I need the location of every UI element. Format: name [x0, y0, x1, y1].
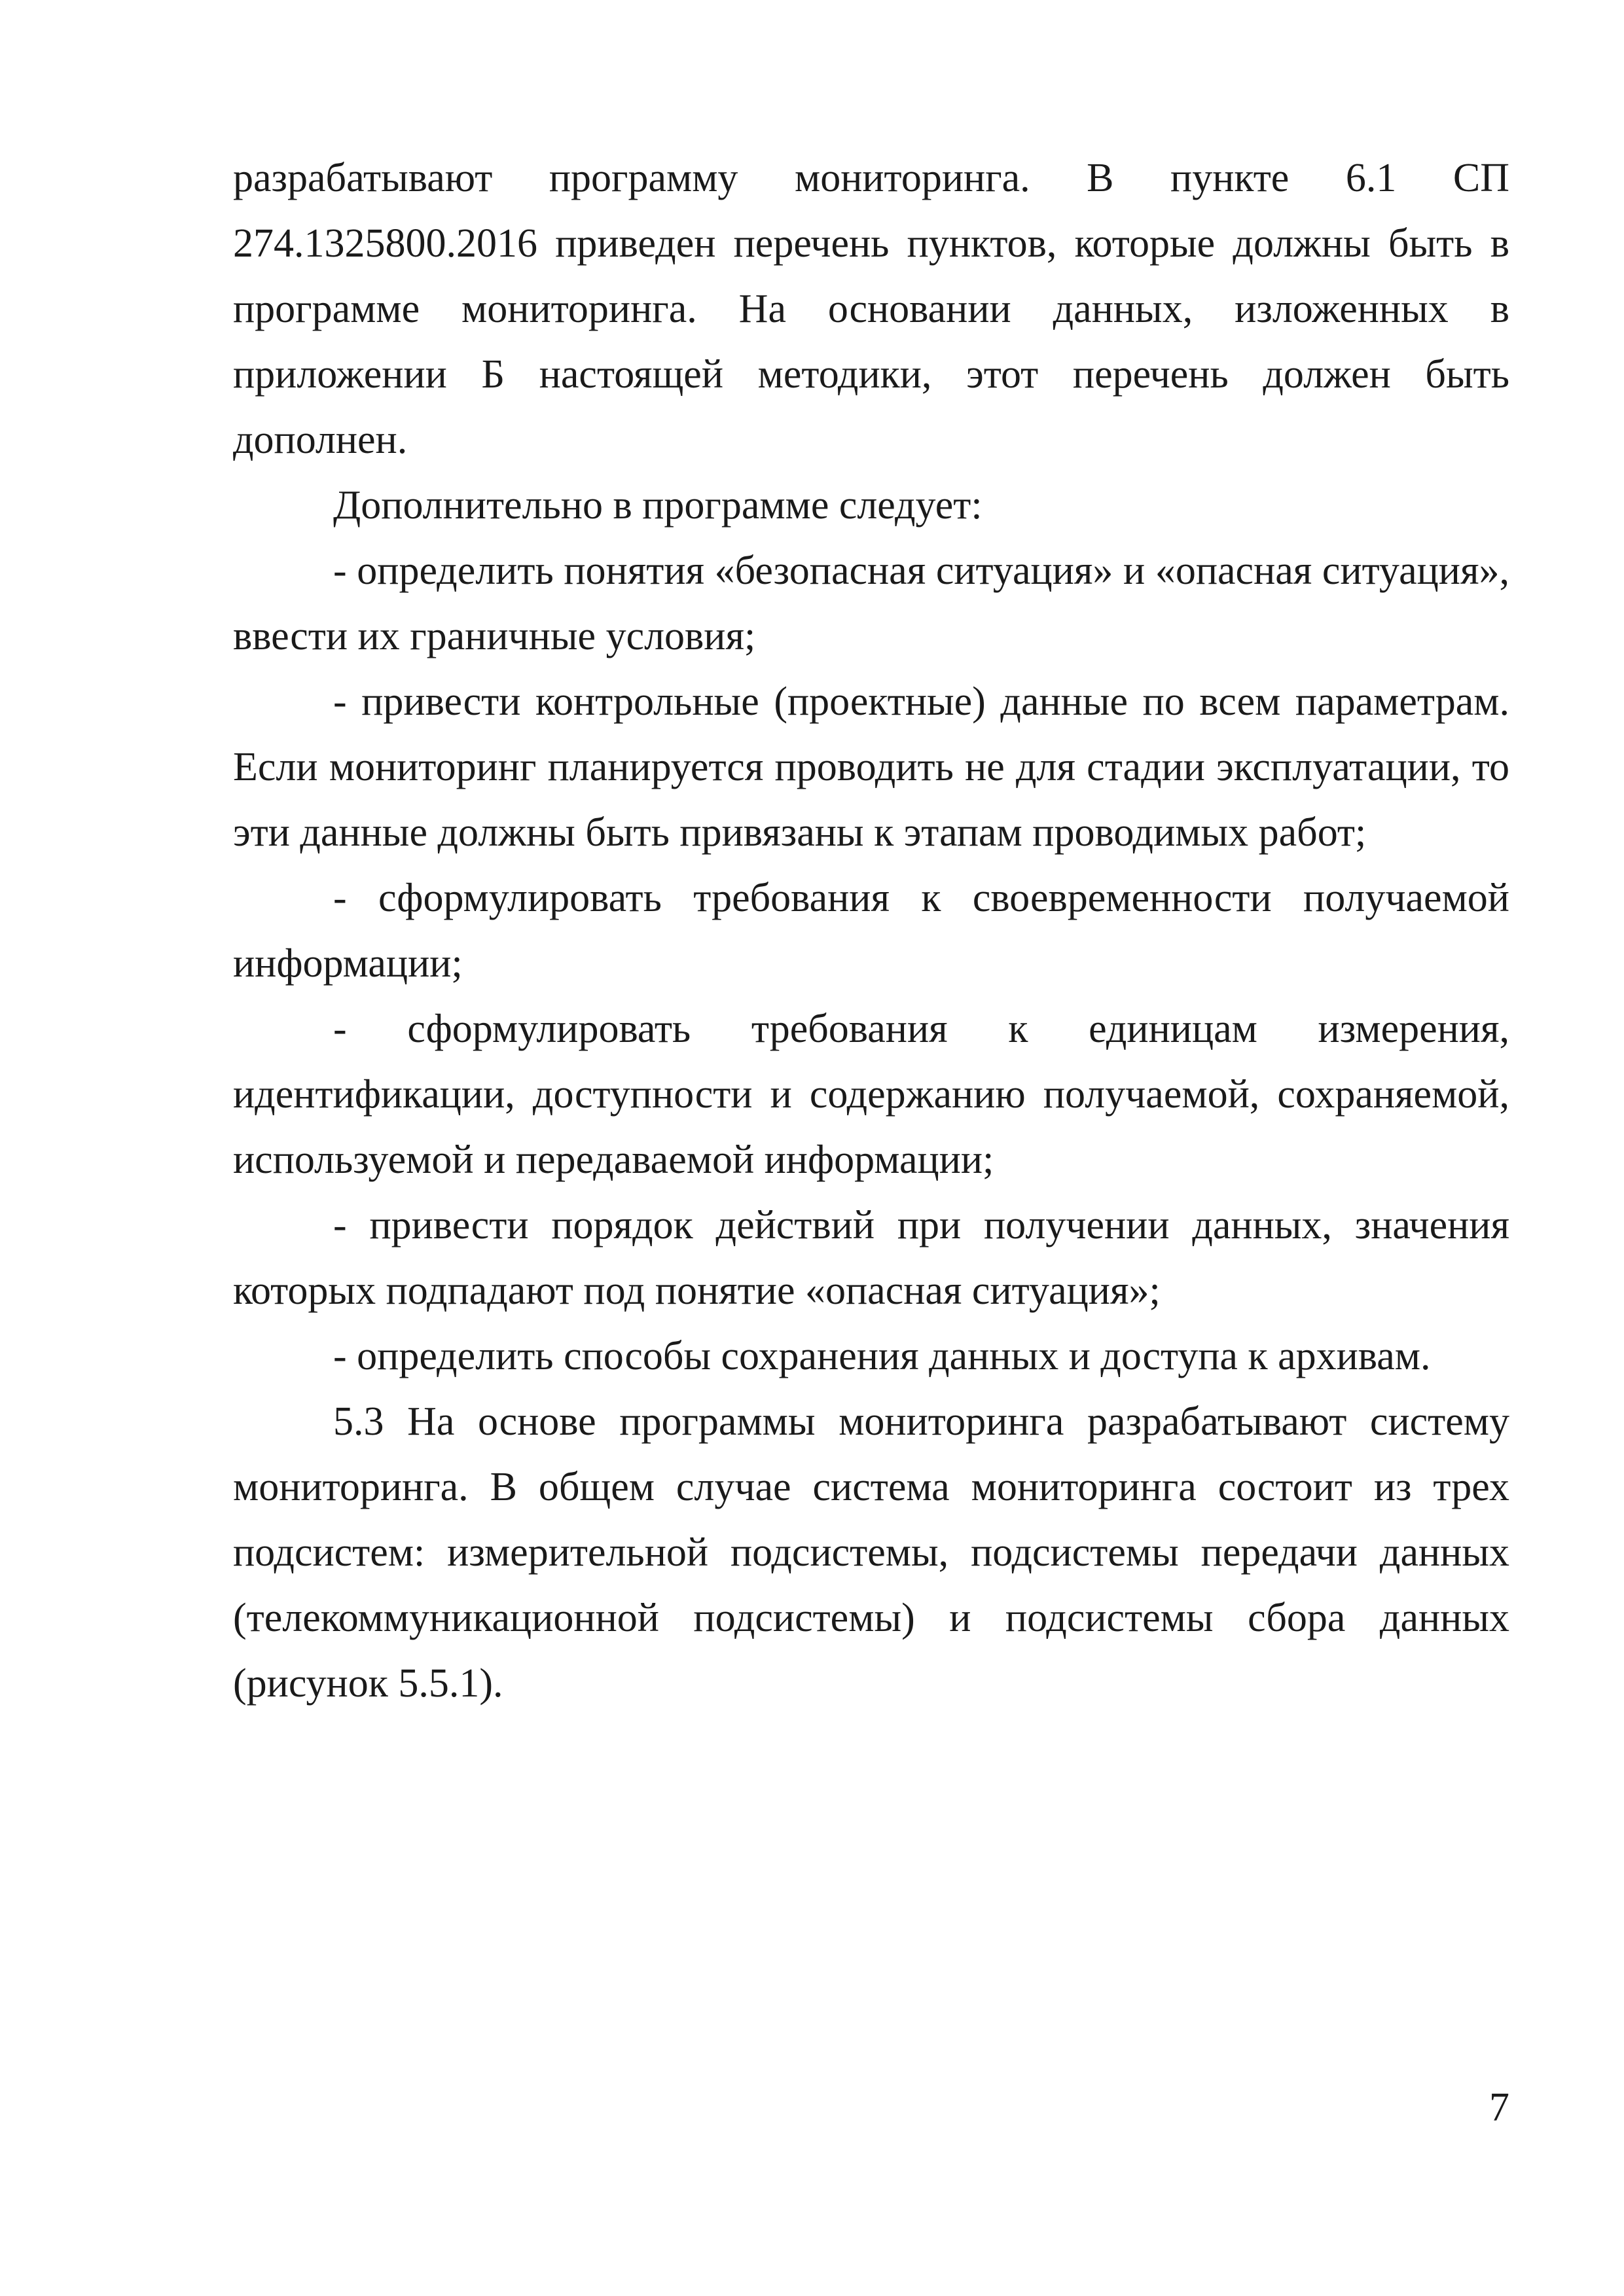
document-body	[233, 145, 1509, 1716]
list-item-control-data: - привести контрольные (проектные) данные по всем параметрам. Если мониторинг планируется проводить не для стадии эксплуатации, то эти данные должны быть привязаны к этапам проводимых работ;	[233, 679, 1509, 855]
list-item-action-procedure: - привести порядок действий при получении данных, значения которых подпадают под понятие «опасная ситуация»;	[233, 1203, 1509, 1313]
list-item-timeliness: - сформулировать требования к своевременности получаемой информации;	[233, 876, 1509, 986]
list-item-data-storage: - определить способы сохранения данных и доступа к архивам.	[333, 1334, 1431, 1378]
list-item-define-situations: - определить понятия «безопасная ситуация» и «опасная ситуация», ввести их граничные условия;	[233, 548, 1509, 658]
paragraph-additionally: Дополнительно в программе следует:	[333, 483, 983, 528]
page-number: 7	[1489, 2085, 1509, 2130]
list-item-units-requirements: - сформулировать требования к единицам измерения, идентификации, доступности и содержанию получаемой, сохраняемой, используемой и передаваемой информации;	[233, 1007, 1509, 1182]
paragraph-program-list: разрабатывают программу мониторинга. В пункте 6.1 СП 274.1325800.2016 приведен перечень пунктов, которые должны быть в программе мониторинга. На основании данных, изложенных в приложении Б настоящей методики, этот перечень должен быть дополнен.	[233, 156, 1509, 462]
paragraph-section-5-3: 5.3 На основе программы мониторинга разрабатывают систему мониторинга. В общем случае система мониторинга состоит из трех подсистем: измерительной подсистемы, подсистемы передачи данных (телекоммуникационной подсистемы) и подсистемы сбора данных (рисунок 5.5.1).	[233, 1399, 1509, 1706]
